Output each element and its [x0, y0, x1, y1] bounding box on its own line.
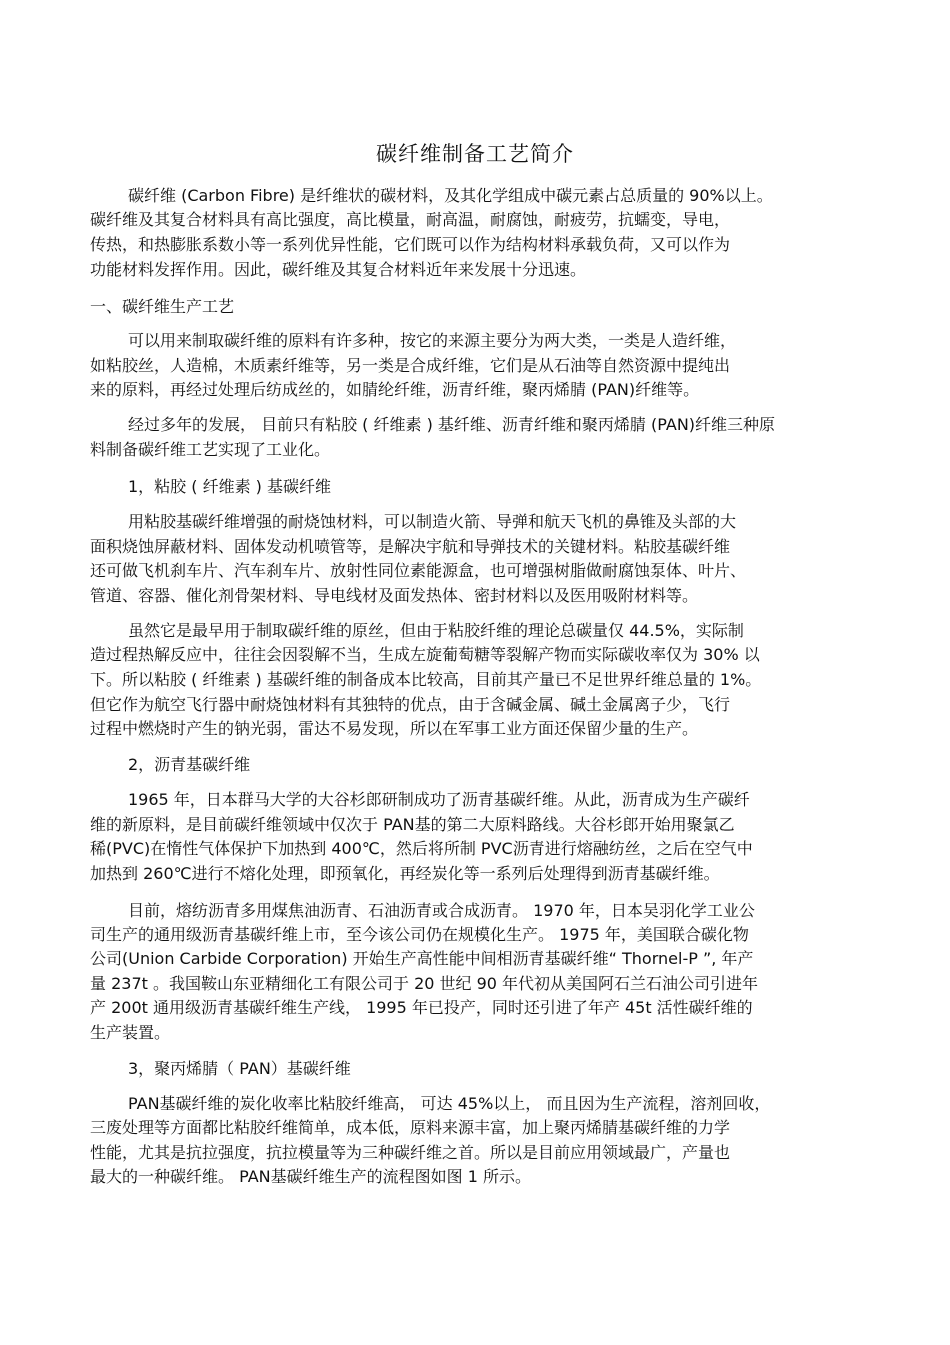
paragraph-line: 三废处理等方面都比粘胶纤维简单，成本低，原料来源丰富，加上聚丙烯腈基碳纤维的力学	[90, 1118, 731, 1137]
paragraph-line: 可以用来制取碳纤维的原料有许多种，按它的来源主要分为两大类，一类是人造纤维，	[128, 331, 737, 350]
paragraph-line: 碳纤维及其复合材料具有高比强度，高比模量，耐高温，耐腐蚀，耐疲劳，抗蠕变，导电，	[90, 210, 731, 229]
paragraph-line: 但它作为航空飞行器中耐烧蚀材料有其独特的优点，由于含碱金属、碱土金属离子少，飞行	[90, 695, 731, 714]
paragraph-line: PAN基碳纤维的炭化收率比粘胶纤维高， 可达 45%以上， 而且因为生产流程，溶剂回收，	[128, 1094, 771, 1113]
paragraph-line: 生产装置。	[90, 1023, 171, 1042]
paragraph-line: 稀(PVC)在惰性气体保护下加热到 400℃，然后将所制 PVC沥青进行熔融纺丝，之后在空气中	[90, 839, 753, 858]
paragraph-line: 造过程热解反应中，往往会因裂解不当，生成左旋葡萄糖等裂解产物而实际碳收率仅为 30% 以	[90, 645, 760, 664]
paragraph-line: 来的原料，再经过处理后纺成丝的，如腈纶纤维，沥青纤维，聚丙烯腈 (PAN)纤维等。	[90, 380, 700, 399]
subsection-heading: 3，聚丙烯腈（ PAN）基碳纤维	[128, 1059, 351, 1078]
paragraph-line: 功能材料发挥作用。因此，碳纤维及其复合材料近年来发展十分迅速。	[90, 260, 587, 279]
paragraph-line: 加热到 260℃进行不熔化处理，即预氧化，再经炭化等一系列后处理得到沥青基碳纤维。	[90, 864, 720, 883]
section-heading: 一、碳纤维生产工艺	[90, 297, 235, 316]
subsection-heading: 1，粘胶 ( 纤维素 ) 基碳纤维	[128, 477, 332, 496]
paragraph-line: 料制备碳纤维工艺实现了工业化。	[90, 440, 331, 459]
paragraph-line: 1965 年，日本群马大学的大谷杉郎研制成功了沥青基碳纤维。从此，沥青成为生产碳纤	[128, 790, 750, 809]
paragraph-line: 公司(Union Carbide Corporation) 开始生产高性能中间相沥青基碳纤维“ Thornel-P ”, 年产	[90, 949, 754, 968]
paragraph-line: 最大的一种碳纤维。 PAN基碳纤维生产的流程图如图 1 所示。	[90, 1167, 531, 1186]
paragraph-line: 量 237t 。我国鞍山东亚精细化工有限公司于 20 世纪 90 年代初从美国阿石兰石油公司引进年	[90, 974, 759, 993]
paragraph-line: 管道、容器、催化剂骨架材料、导电线材及面发热体、密封材料以及医用吸附材料等。	[90, 586, 699, 605]
paragraph-line: 目前，熔纺沥青多用煤焦油沥青、石油沥青或合成沥青。 1970 年，日本吴羽化学工业公	[128, 901, 755, 920]
paragraph-line: 维的新原料，是目前碳纤维领域中仅次于 PAN基的第二大原料路线。大谷杉郎开始用聚氯乙	[90, 815, 735, 834]
paragraph-line: 传热，和热膨胀系数小等一系列优异性能，它们既可以作为结构材料承载负荷，又可以作为	[90, 235, 731, 254]
paragraph-line: 经过多年的发展， 目前只有粘胶 ( 纤维素 ) 基纤维、沥青纤维和聚丙烯腈 (PAN)纤维三种原	[128, 415, 776, 434]
subsection-heading: 2，沥青基碳纤维	[128, 755, 251, 774]
paragraph-line: 用粘胶基碳纤维增强的耐烧蚀材料，可以制造火箭、导弹和航天飞机的鼻锥及头部的大	[128, 512, 737, 531]
paragraph-line: 还可做飞机刹车片、汽车刹车片、放射性同位素能源盒，也可增强树脂做耐腐蚀泵体、叶片、	[90, 561, 747, 580]
paragraph-line: 过程中燃烧时产生的钠光弱，雷达不易发现，所以在军事工业方面还保留少量的生产。	[90, 719, 699, 738]
paragraph-line: 面积烧蚀屏蔽材料、固体发动机喷管等，是解决宇航和导弹技术的关键材料。粘胶基碳纤维	[90, 537, 731, 556]
paragraph-line: 产 200t 通用级沥青基碳纤维生产线， 1995 年已投产，同时还引进了年产 45t 活性碳纤维的	[90, 998, 753, 1017]
paragraph-line: 下。所以粘胶 ( 纤维素 ) 基碳纤维的制备成本比较高，目前其产量已不足世界纤维总量的 1%。	[90, 670, 762, 689]
page-title: 碳纤维制备工艺简介	[376, 142, 574, 166]
paragraph-line: 虽然它是最早用于制取碳纤维的原丝，但由于粘胶纤维的理论总碳量仅 44.5%，实际制	[128, 621, 744, 640]
paragraph-line: 性能，尤其是抗拉强度，抗拉模量等为三种碳纤维之首。所以是目前应用领域最广，产量也	[90, 1143, 731, 1162]
paragraph-line: 碳纤维 (Carbon Fibre) 是纤维状的碳材料，及其化学组成中碳元素占总质量的 90%以上。	[128, 186, 773, 205]
paragraph-line: 司生产的通用级沥青基碳纤维上市，至今该公司仍在规模化生产。 1975 年，美国联合碳化物	[90, 925, 749, 944]
paragraph-line: 如粘胶丝，人造棉，木质素纤维等，另一类是合成纤维，它们是从石油等自然资源中提纯出	[90, 356, 731, 375]
